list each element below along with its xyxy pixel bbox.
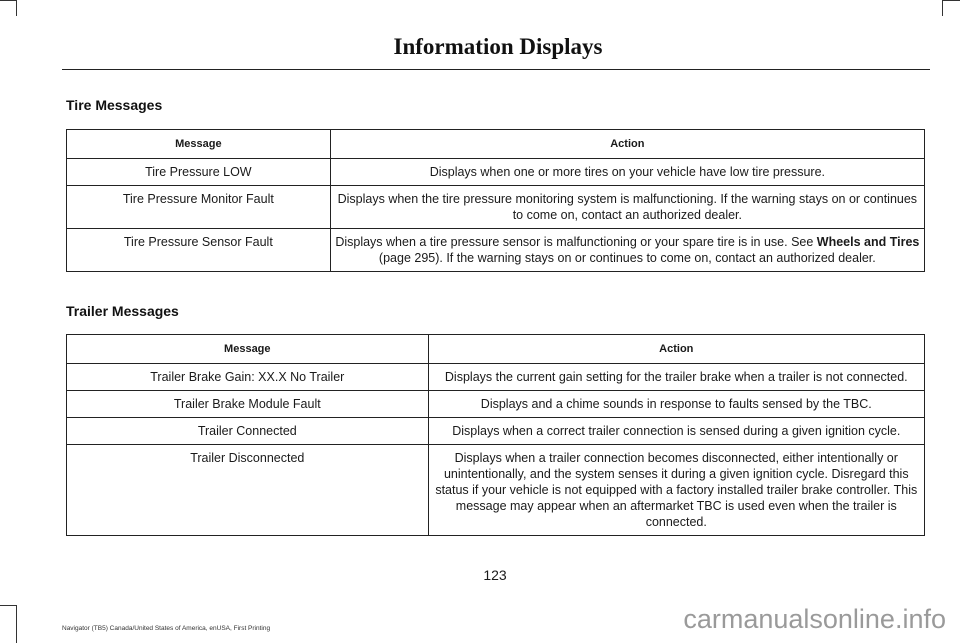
watermark: carmanualsonline.info <box>683 604 946 634</box>
action-cell: Displays and a chime sounds in response to faults sensed by the TBC. <box>428 391 924 418</box>
print-footer: Navigator (TB5) Canada/United States of America, enUSA, First Printing <box>62 625 271 632</box>
table-row <box>67 364 925 391</box>
action-cell <box>330 229 924 272</box>
message-cell: Tire Pressure Monitor Fault <box>67 186 331 229</box>
action-cell: Displays when the tire pressure monitoring system is malfunctioning. If the warning stays on or continues to come on, contact an authorized dealer. <box>330 186 924 229</box>
tire-messages-heading: Tire Messages <box>66 97 163 113</box>
column-header-message: Message <box>67 335 429 364</box>
table-row <box>67 229 925 272</box>
crop-mark <box>16 0 17 16</box>
crop-mark <box>16 605 17 643</box>
action-cell: Displays when a trailer connection becomes disconnected, either intentionally or unintentionally, and the system senses it during a given ignition cycle. Disregard this status if your vehicle is not equipped with a factory installed trailer brake controller. This message may appear when an aftermarket TBC is used even when the trailer is connected. <box>428 445 924 536</box>
action-text: (page 295). If the warning stays on or continues to come on, contact an authorized dealer. <box>378 251 876 265</box>
action-cell: Displays when a correct trailer connection is sensed during a given ignition cycle. <box>428 418 924 445</box>
page-number: 123 <box>483 567 507 583</box>
table-header-row <box>67 335 925 364</box>
action-cell: Displays when one or more tires on your vehicle have low tire pressure. <box>330 159 924 186</box>
column-header-message: Message <box>67 130 331 159</box>
message-cell: Tire Pressure LOW <box>67 159 331 186</box>
column-header-action: Action <box>330 130 924 159</box>
trailer-messages-heading: Trailer Messages <box>66 303 179 319</box>
tire-messages-table <box>66 129 925 272</box>
table-row <box>67 186 925 229</box>
trailer-messages-table <box>66 334 925 536</box>
table-header-row <box>67 130 925 159</box>
column-header-action: Action <box>428 335 924 364</box>
crop-mark <box>0 0 16 1</box>
crop-mark <box>0 605 16 606</box>
table-row <box>67 445 925 536</box>
action-cell: Displays the current gain setting for the trailer brake when a trailer is not connected. <box>428 364 924 391</box>
action-text: Displays when a tire pressure sensor is malfunctioning or your spare tire is in use. See <box>335 235 817 249</box>
message-cell: Trailer Brake Gain: XX.X No Trailer <box>67 364 429 391</box>
table-row <box>67 159 925 186</box>
message-cell: Trailer Disconnected <box>67 445 429 536</box>
crop-mark <box>942 0 943 16</box>
crop-mark <box>942 0 960 1</box>
table-row <box>67 391 925 418</box>
table-row <box>67 418 925 445</box>
header-divider <box>62 69 930 70</box>
message-cell: Trailer Connected <box>67 418 429 445</box>
cross-reference-link[interactable]: Wheels and Tires <box>816 235 920 249</box>
page-header-title: Information Displays <box>393 34 603 59</box>
message-cell: Tire Pressure Sensor Fault <box>67 229 331 272</box>
message-cell: Trailer Brake Module Fault <box>67 391 429 418</box>
